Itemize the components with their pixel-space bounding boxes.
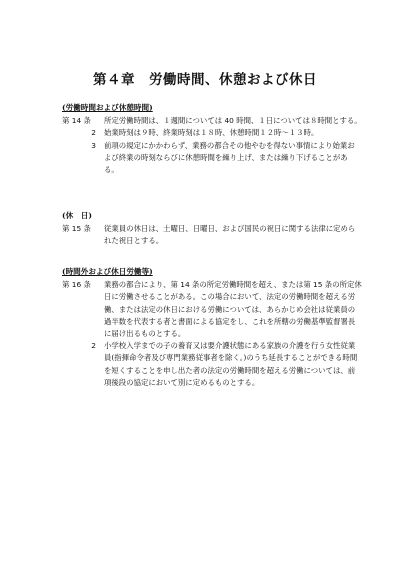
section-overtime (62, 266, 362, 389)
article-text: 従業員の休日は、土曜日、日曜日、および国民の祝日に関する法律に定められた祝日とする。 (104, 224, 356, 246)
section-heading (62, 266, 362, 278)
article-row (62, 115, 362, 127)
section-holidays (62, 210, 362, 248)
item-text: 小学校入学までの子の養育又は要介護状態にある家族の介護を行う女性従業員(指揮命令者及び専門業務従事者を除く。)のうち延長することができる時間を短くすることを申し出た者の法定の労働時間を超える労働については、前項後段の協定において別に定めるものとする。 (104, 341, 358, 387)
article-item-row (62, 340, 362, 389)
chapter-title: 第４章 労働時間、休憩および休日 (93, 72, 317, 88)
article-text: 所定労働時間は、１週間については 40 時間、１日については８時間とする。 (104, 116, 362, 126)
item-number: 2 (91, 341, 96, 351)
article-row (62, 279, 362, 340)
item-text: 前項の規定にかかわらず、業務の都合その他やむを得ない事情により始業および終業の時刻ならびに休憩時間を繰り上げ、または繰り下げることがある。 (104, 140, 355, 175)
item-number: 2 (91, 128, 96, 138)
section-heading: (休 日) (62, 211, 92, 220)
item-number: 3 (91, 140, 96, 150)
article-number: 第 16 条 (62, 280, 91, 290)
section-heading (62, 102, 362, 114)
item-text: 始業時刻は９時、終業時刻は１８時、休憩時間１２時～１３時。 (104, 128, 319, 138)
article-text: 業務の都合により、第 14 条の所定労働時間を超え、または第 15 条の所定休日に労働させることがある。この場合において、法定の労働時間を超える労働、または法定の休日における労働については、あらかじめ会社は従業員の過半数を代表する者と書面による協定をし、これを所轄の労働基準監督署長に届け出るものとする。 (104, 280, 362, 339)
section-heading-text: (労働時間および休憩時間) (62, 103, 153, 112)
article-item-row (62, 127, 362, 139)
section-heading-text: (時間外および休日労働等) (62, 267, 153, 276)
article-row (62, 223, 362, 247)
article-number: 第 15 条 (62, 224, 91, 234)
section-working-hours (62, 102, 362, 176)
article-item-row (62, 140, 362, 177)
article-number: 第 14 条 (62, 116, 91, 126)
